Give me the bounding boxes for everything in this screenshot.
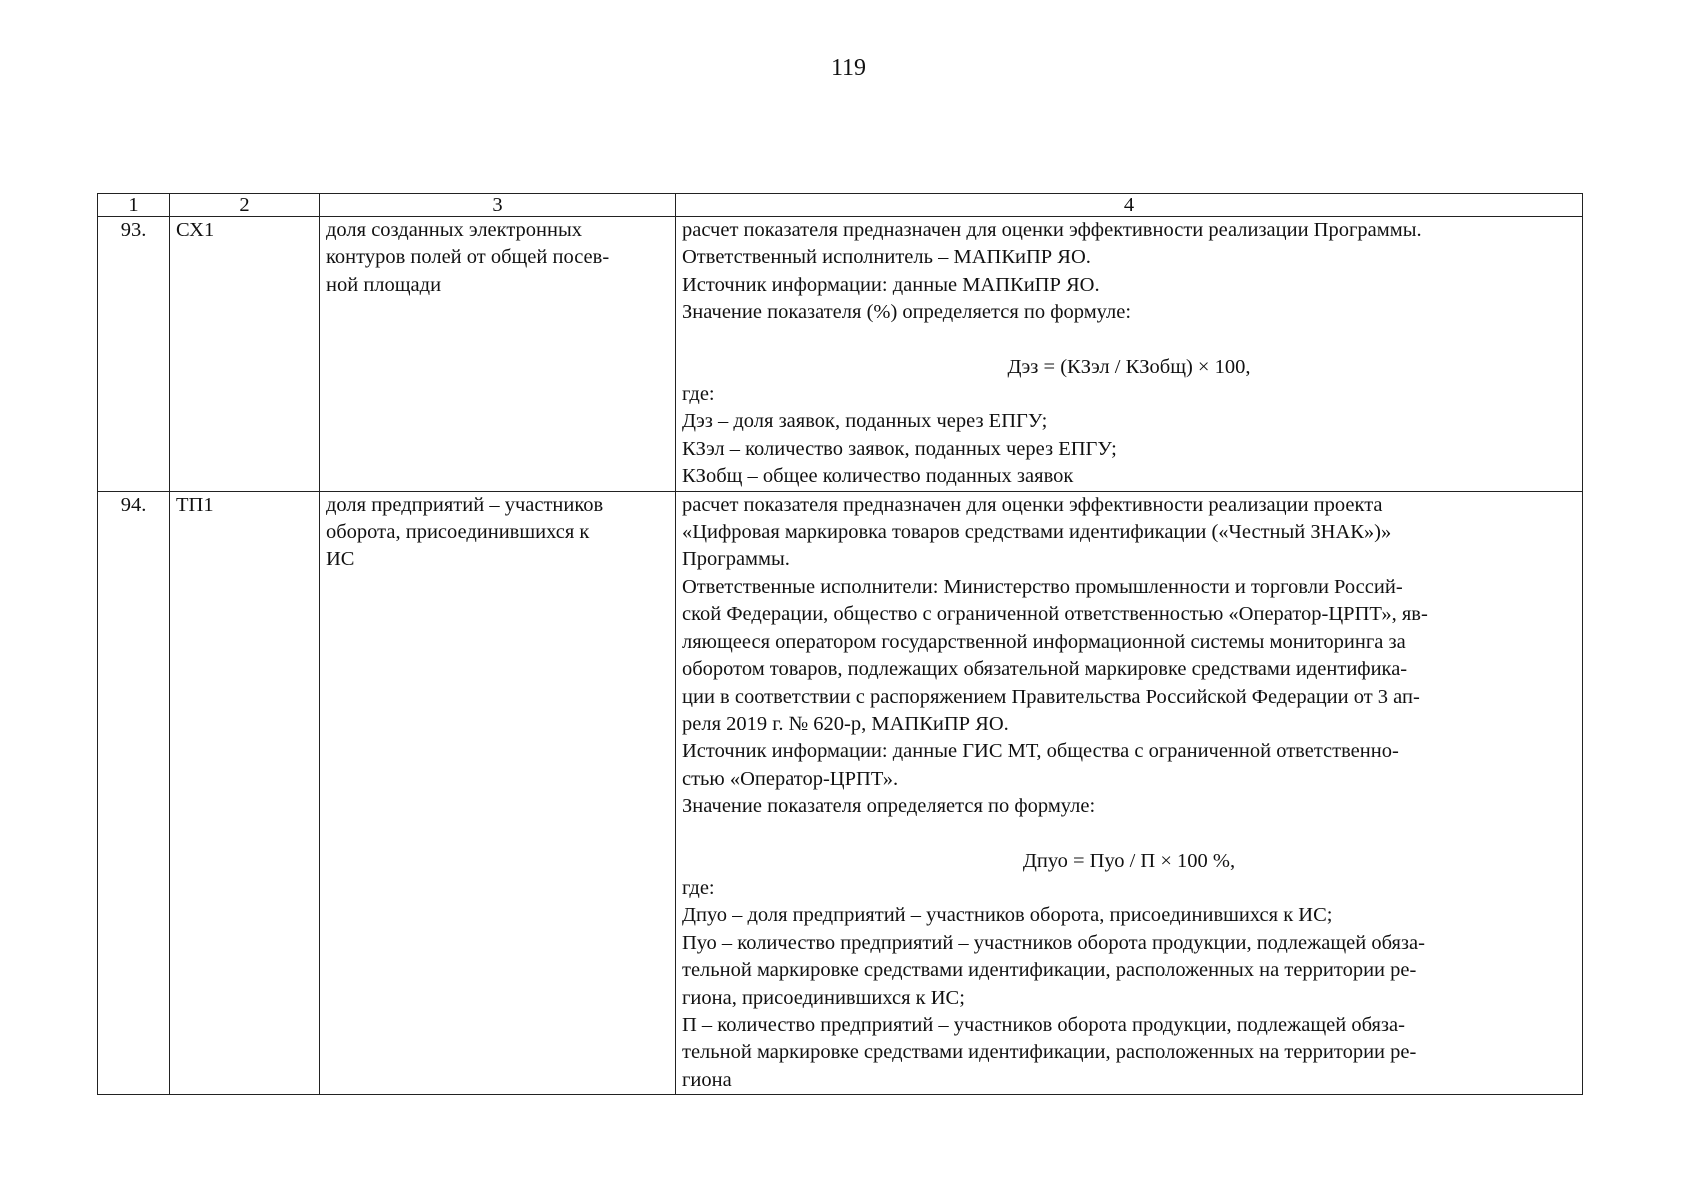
description-line: «Цифровая маркировка товаров средствами идентификации («Честный ЗНАК»)»: [682, 521, 1392, 544]
row-number: 94.: [98, 491, 170, 1095]
description-line: ляющееся оператором государственной информационной системы мониторинга за: [682, 630, 1406, 653]
indicator-name: [320, 491, 676, 1095]
description-line: гиона: [682, 1068, 732, 1091]
column-header-1: 1: [98, 194, 170, 217]
description-line: реля 2019 г. № 620-р, МАПКиПР ЯО.: [682, 712, 1009, 735]
description-line: КЗобщ – общее количество поданных заявок: [682, 465, 1074, 488]
description-line: П – количество предприятий – участников оборота продукции, подлежащей обяза-: [682, 1013, 1405, 1036]
row-number: 93.: [98, 217, 170, 492]
description-line: Дпуо – доля предприятий – участников оборота, присоединившихся к ИС;: [682, 904, 1333, 927]
description-line: тельной маркировке средствами идентификации, расположенных на территории ре-: [682, 959, 1417, 982]
description-line: расчет показателя предназначен для оценки эффективности реализации проекта: [682, 493, 1383, 516]
indicator-name-line: оборота, присоединившихся к: [326, 521, 590, 544]
column-header-4: 4: [676, 194, 1583, 217]
description-line: Дэз – доля заявок, поданных через ЕПГУ;: [682, 410, 1048, 433]
indicator-name-line: доля предприятий – участников: [326, 493, 604, 516]
description-line: Значение показателя определяется по формуле:: [682, 795, 1096, 818]
indicator-code: СХ1: [170, 217, 320, 492]
formula: Дпуо = Пуо / П × 100 %,: [1022, 849, 1236, 872]
table-header-row: [98, 194, 1583, 217]
description-line: КЗэл – количество заявок, поданных через ЕПГУ;: [682, 437, 1117, 460]
column-header-3: 3: [320, 194, 676, 217]
description-line: Источник информации: данные ГИС МТ, общества с ограниченной ответственно-: [682, 740, 1399, 763]
description-line: ции в соответствии с распоряжением Правительства Российской Федерации от 3 ап-: [682, 685, 1420, 708]
description-line: Ответственный исполнитель – МАПКиПР ЯО.: [682, 246, 1091, 269]
description-line: Пуо – количество предприятий – участников оборота продукции, подлежащей обяза-: [682, 931, 1425, 954]
indicator-code: ТП1: [170, 491, 320, 1095]
page-number: 119: [830, 55, 867, 81]
description-line: Значение показателя (%) определяется по формуле:: [682, 301, 1132, 324]
indicator-description: [676, 217, 1583, 492]
formula: Дэз = (КЗэл / КЗобщ) × 100,: [1007, 355, 1251, 378]
indicator-table: [97, 193, 1583, 1095]
table-row: [98, 217, 1583, 492]
indicator-name-line: доля созданных электронных: [326, 219, 583, 241]
indicator-name-line: ной площади: [326, 273, 442, 296]
indicator-name-line: ИС: [326, 548, 355, 571]
description-line: Источник информации: данные МАПКиПР ЯО.: [682, 273, 1100, 296]
description-line: ской Федерации, общество с ограниченной ответственностью «Оператор-ЦРПТ», яв-: [682, 603, 1428, 626]
indicator-description: [676, 491, 1583, 1095]
description-line: Программы.: [682, 548, 790, 571]
description-line: расчет показателя предназначен для оценки эффективности реализации Программы.: [682, 219, 1422, 241]
indicator-name: [320, 217, 676, 492]
column-header-2: 2: [170, 194, 320, 217]
description-line: гиона, присоединившихся к ИС;: [682, 986, 965, 1009]
table-row: [98, 491, 1583, 1095]
description-line: Ответственные исполнители: Министерство промышленности и торговли Россий-: [682, 575, 1403, 598]
description-line: где:: [682, 876, 715, 899]
description-line: оборотом товаров, подлежащих обязательной маркировке средствами идентифика-: [682, 658, 1408, 681]
indicator-name-line: контуров полей от общей посев-: [326, 246, 610, 269]
description-line: стью «Оператор-ЦРПТ».: [682, 767, 899, 790]
description-line: где:: [682, 383, 715, 406]
description-line: тельной маркировке средствами идентификации, расположенных на территории ре-: [682, 1041, 1417, 1064]
